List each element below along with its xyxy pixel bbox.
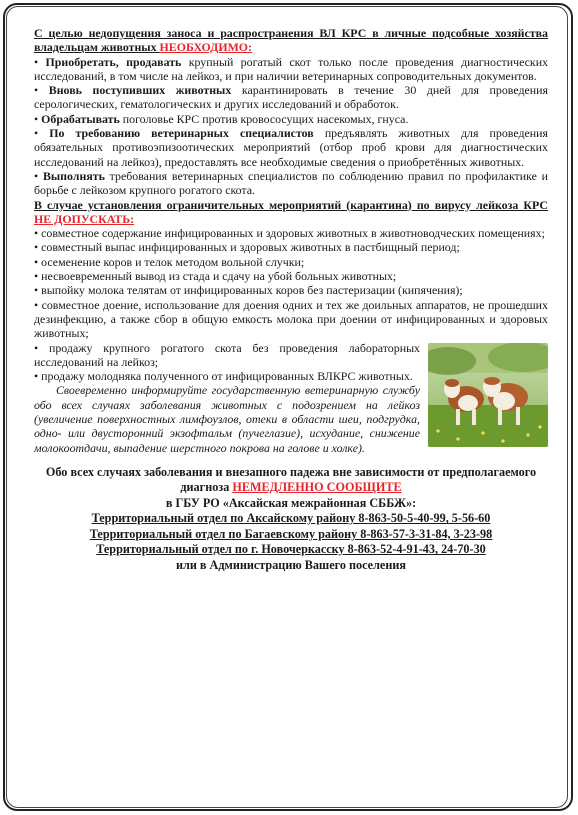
s2-item-7: • продажу крупного рогатого скота без проведения лабораторных исследований на лейкоз; [34, 340, 420, 369]
s2-item-2: • совместный выпас инфицированных и здоровых животных в пастбищный период; [34, 240, 460, 255]
s2-item-8: • продажу молодняка полученного от инфицированных ВЛКРС животных. [34, 369, 413, 384]
footer-last: или в Администрацию Вашего поселения [176, 557, 406, 572]
s2-item-6: • совместное доение, использование для доения одних и тех же доильных аппаратов, не прошедших дезинфекцию, а также сбор в общую емкость молока при доении от инфицированных и здоровых животных; [34, 297, 548, 341]
section1-heading-red: НЕОБХОДИМО: [159, 40, 253, 55]
section2-heading-text: В случае установления ограничительных мероприятий (карантина) по вирусу лейкоза КРС [34, 197, 548, 212]
s1-item-5-bold: Выполнять [42, 168, 105, 183]
calves-photo [428, 343, 548, 447]
s1-item-4-text: предъявлять животных для проведения обязательных противоэпизоотических мероприятий (отбор проб крови для диагностических исследований на лейкоз), предоставлять все необходимые сведения о приобретённых животных. [34, 126, 548, 169]
contact-bagaevsky: Территориальный отдел по Багаевскому району 8-863-57-3-31-84, 3-23-98 [89, 526, 493, 541]
s1-item-2: • Вновь поступивших животных карантинировать в течение 30 дней для проведения серологических, гематологических и других исследований и обработок. [34, 83, 548, 112]
s1-item-2-text: карантинировать в течение 30 дней для проведения серологических, гематологических и других исследований и обработок. [34, 83, 548, 112]
section1-heading [34, 26, 548, 55]
s2-item-1-text: совместное содержание инфицированных и здоровых животных в животноводческих помещениях; [41, 226, 545, 241]
s2-item-1: • совместное содержание инфицированных и здоровых животных в животноводческих помещениях; [34, 226, 545, 241]
s2-item-2-text: совместный выпас инфицированных и здоровых животных в пастбищный период; [41, 240, 460, 255]
s1-item-5: • Выполнять требования ветеринарных специалистов по соблюдению правил по профилактике и борьбе с лейкозом крупного рогатого скота. [34, 168, 549, 198]
s2-item-7-text: продажу крупного рогатого скота без проведения лабораторных исследований на лейкоз; [34, 340, 420, 369]
s1-item-3-text: поголовье КРС против кровососущих насекомых, гнуса. [119, 111, 409, 126]
s2-item-3-text: осеменение коров и телок методом вольной случки; [41, 254, 305, 269]
section1-heading-text: С целью недопущения заноса и распространения ВЛ КРС в личные подсобные хозяйства владельцам животных [34, 26, 548, 55]
contact-novocherkassk: Территориальный отдел по г. Новочеркасску 8-863-52-4-91-43, 24-70-30 [96, 542, 486, 557]
section2-heading [34, 198, 548, 227]
footer-line1-red: НЕМЕДЛЕННО СООБЩИТЕ [232, 480, 402, 495]
footer-line1 [34, 465, 548, 496]
s1-item-4: • По требованию ветеринарных специалистов предъявлять животных для проведения обязательных противоэпизоотических мероприятий (отбор проб крови для диагностических исследований на лейкоз), предоставлять все необходимые сведения о приобретённых животных. [34, 126, 548, 169]
s1-item-5-text: требования ветеринарных специалистов по соблюдению правил по профилактике и борьбе с лейкозом крупного рогатого скота. [34, 168, 549, 198]
s1-item-4-bold: По требованию ветеринарных специалистов [49, 126, 314, 141]
s1-item-3-bold: Обрабатывать [41, 111, 120, 126]
s1-item-2-bold: Вновь поступивших животных [48, 83, 232, 98]
footer [34, 465, 548, 574]
contact-aksay: Территориальный отдел по Аксайскому району 8-863-50-5-40-99, 5-56-60 [91, 511, 491, 526]
advice-paragraph: Своевременно информируйте государственную ветеринарную службу обо всех случаях заболевания животных с подозрением на лейкоз (увеличение поверхностных лимфоузлов, отеки в области шеи, подгрудка, одно- или двусторонний экзофтальм (пучеглазие), исхудание, снижение молокоотдачи, выпадение шерстного покрова на голове и холке). [34, 383, 420, 455]
s1-item-3: • Обрабатывать поголовье КРС против кровососущих насекомых, гнуса. [34, 111, 409, 126]
section2-heading-red: НЕ ДОПУСКАТЬ: [34, 211, 135, 226]
s2-item-5-text: выпойку молока телятам от инфицированных коров без пастеризации (кипячения); [41, 283, 463, 298]
s1-item-1-bold: Приобретать, продавать [45, 54, 182, 69]
s2-item-3: • осеменение коров и телок методом вольной случки; [34, 254, 305, 269]
s2-item-4-text: несвоевременный вывод из стада и сдачу на убой больных животных; [41, 269, 397, 284]
s2-item-4: • несвоевременный вывод из стада и сдачу на убой больных животных; [34, 269, 397, 284]
footer-org: в ГБУ РО «Аксайская межрайонная СББЖ»: [165, 495, 417, 510]
leaflet-content [34, 26, 548, 573]
s2-item-8-text: продажу молодняка полученного от инфицированных ВЛКРС животных. [41, 369, 413, 384]
s2-item-6-text: совместное доение, использование для доения одних и тех же доильных аппаратов, не прошедших дезинфекцию, а также сбор в общую емкость молока при доении от инфицированных и здоровых животных; [34, 297, 548, 341]
footer-line1-text: Обо всех случаях заболевания и внезапного падежа вне зависимости от предполагаемого диагноза [45, 464, 537, 495]
calves-illustration [428, 343, 548, 447]
s2-item-5: • выпойку молока телятам от инфицированных коров без пастеризации (кипячения); [34, 283, 463, 298]
s1-item-1: • Приобретать, продавать крупный рогатый скот только после проведения диагностических исследований, в том числе на лейкоз, и при наличии ветеринарных сопроводительных документов. [34, 54, 549, 83]
s1-item-1-text: крупный рогатый скот только после проведения диагностических исследований, в том числе на лейкоз, и при наличии ветеринарных сопроводительных документов. [34, 54, 549, 83]
